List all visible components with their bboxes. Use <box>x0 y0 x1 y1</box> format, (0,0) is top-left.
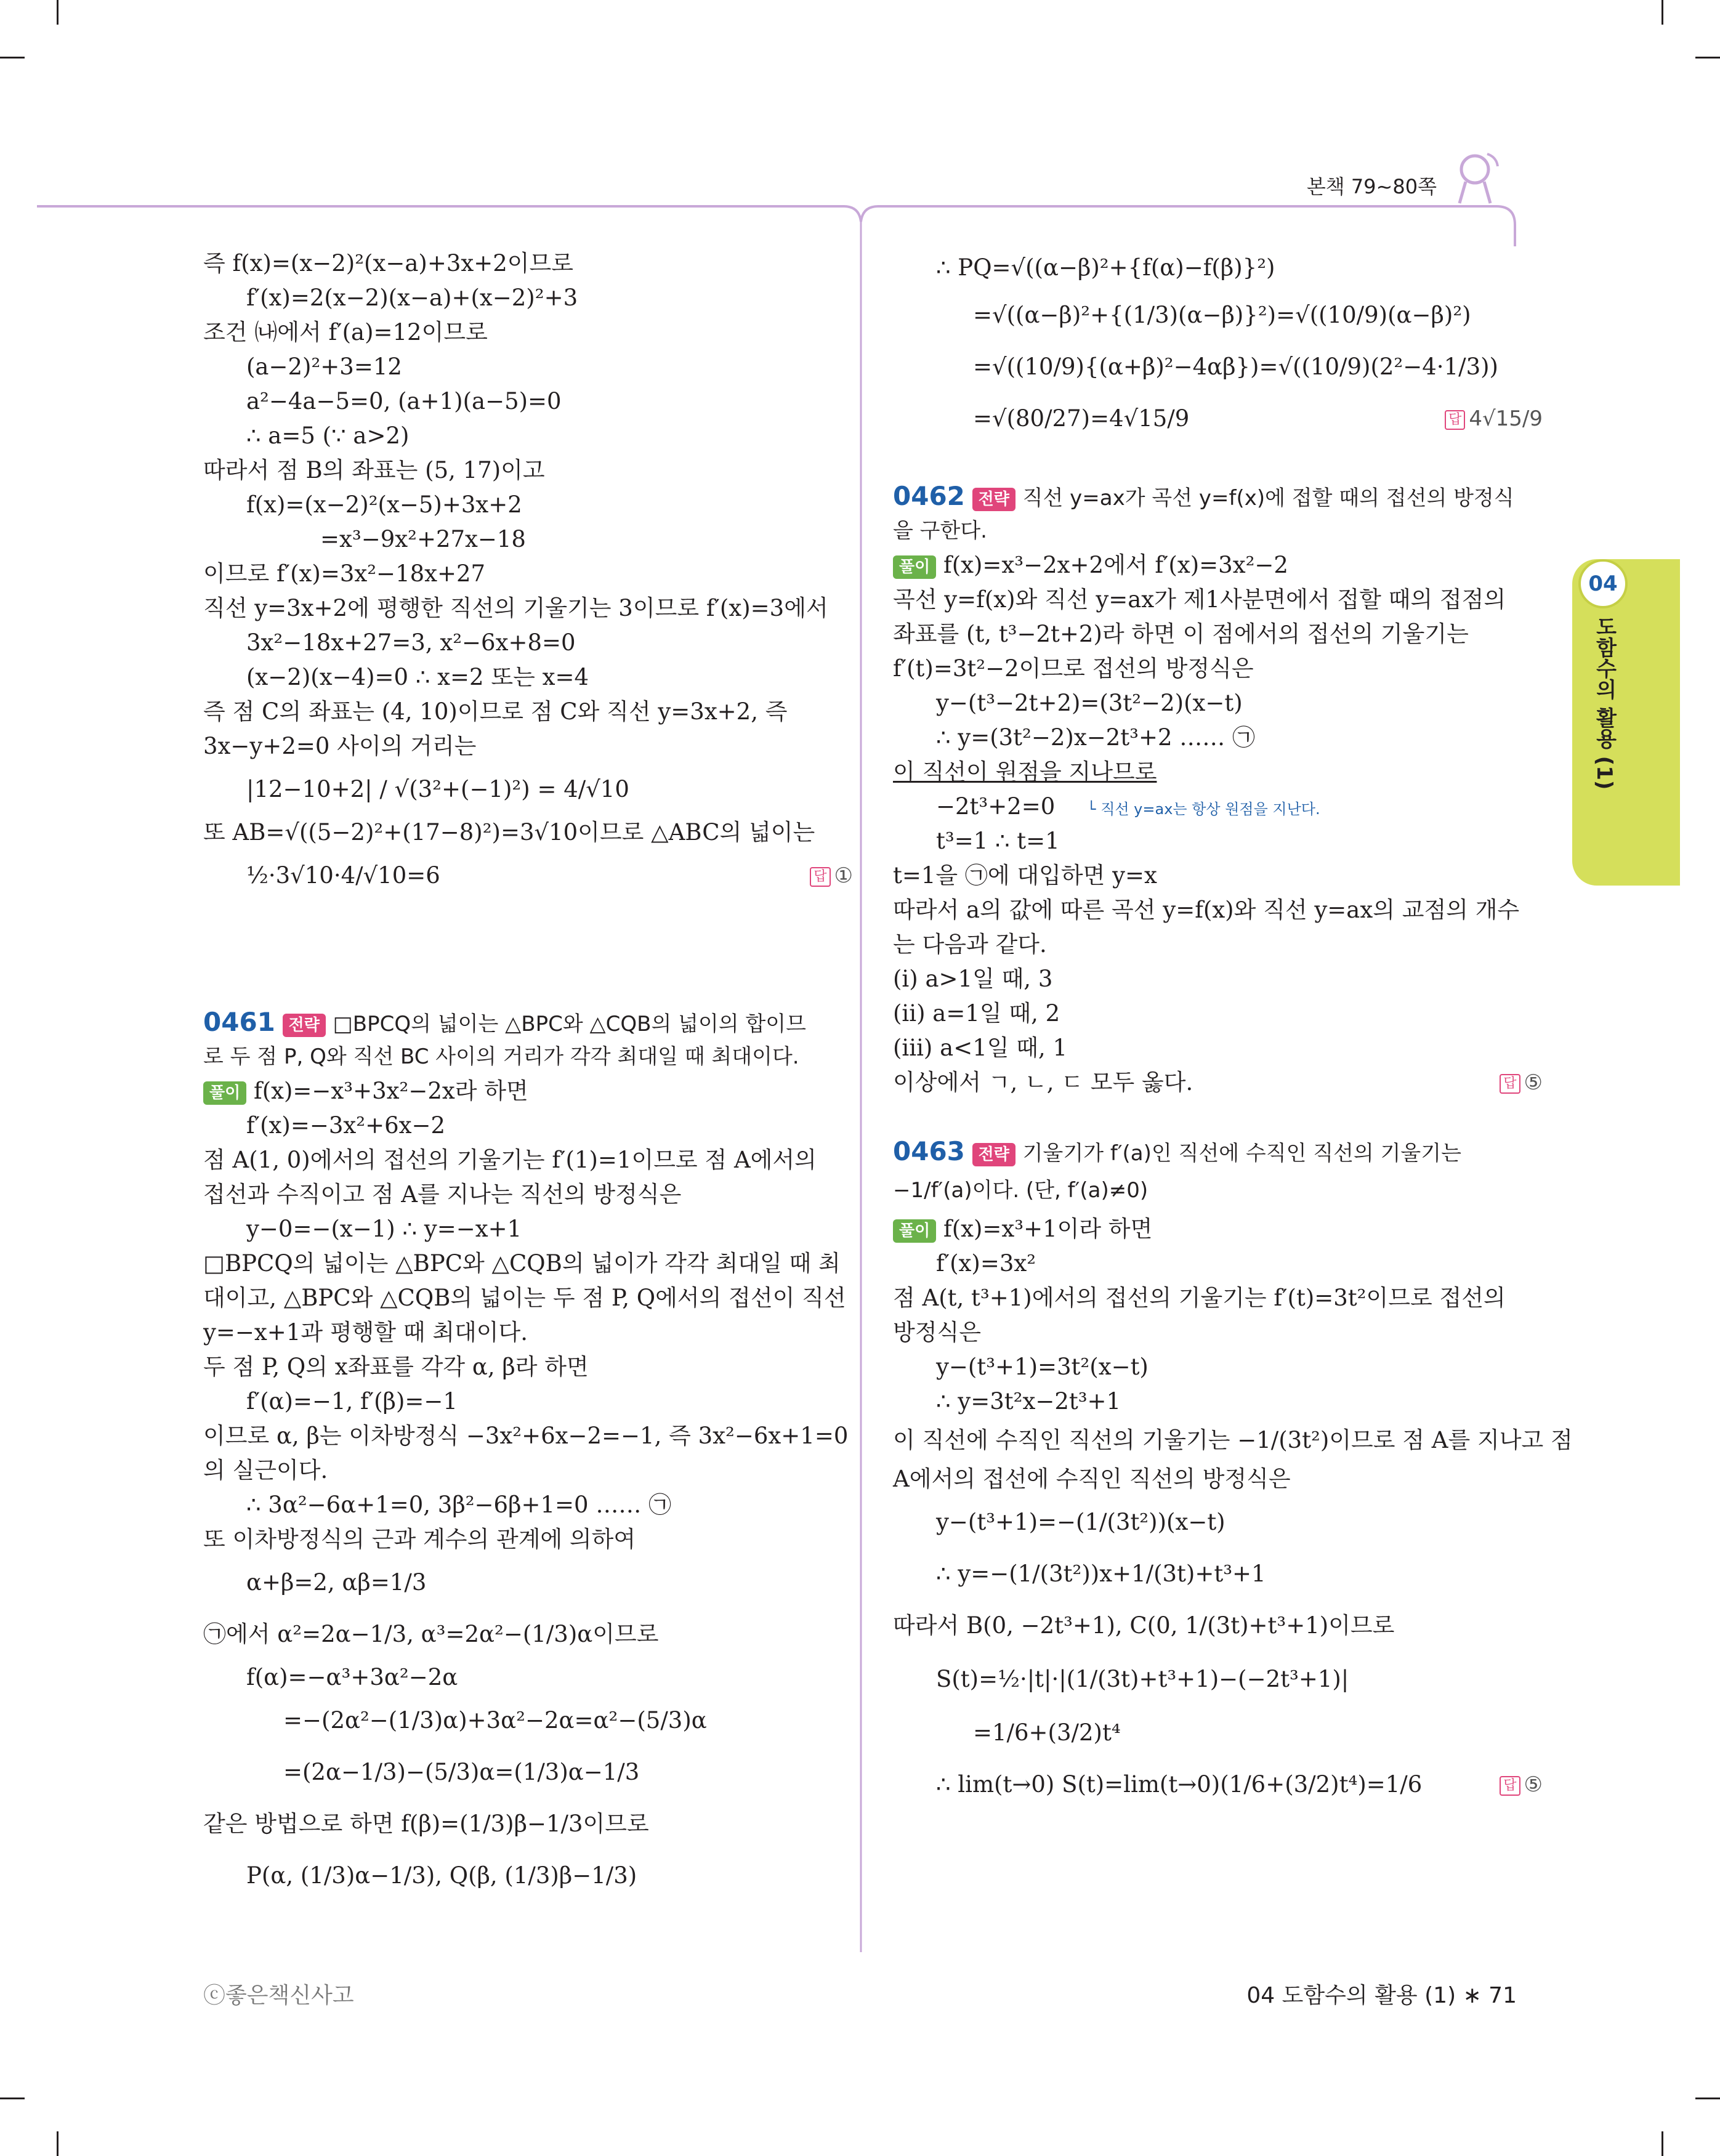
strategy-tag: 전략 <box>972 1143 1015 1166</box>
text-line: (iii) a<1일 때, 1 <box>893 1035 1068 1061</box>
chapter-title: 도함수의 활용 (1) <box>1592 616 1617 790</box>
text-line: ∴ y=3t²x−2t³+1 <box>936 1388 1121 1415</box>
text-line: f(x)=x³−2x+2에서 f′(x)=3x²−2 <box>943 552 1288 578</box>
satellite-icon <box>1447 145 1503 206</box>
problem-number: 0462 <box>893 481 965 511</box>
math-line: =(2α−1/3)−(5/3)α=(1/3)α−1/3 <box>283 1759 640 1785</box>
strategy-text: 기울기가 f′(a)인 직선에 수직인 직선의 기울기는 <box>1022 1141 1461 1166</box>
text-line: t=1을 ㉠에 대입하면 y=x <box>893 862 1157 889</box>
spacer <box>203 971 853 1005</box>
solution-line <box>203 1074 853 1108</box>
text-line: 따라서 점 B의 좌표는 (5, 17)이고 <box>203 457 545 483</box>
problem-header <box>893 1134 1543 1169</box>
text-line: f′(x)=3x² <box>936 1250 1036 1277</box>
math-text: −2t³+2=0 <box>936 793 1056 820</box>
page-reference: 본책 79~80쪽 <box>1306 175 1437 198</box>
solution-line <box>893 548 1543 583</box>
math-line: =−(2α²−(1/3)α)+3α²−2α=α²−(5/3)α <box>283 1707 707 1734</box>
solution-tag: 풀이 <box>893 1219 936 1243</box>
math-line: =√((10/9){(α+β)²−4αβ})=√((10/9)(2²−4·1/3)) <box>973 353 1498 380</box>
answer-label <box>1500 1065 1543 1100</box>
text-line: 직선 y=3x+2에 평행한 직선의 기울기는 3이므로 f′(x)=3에서 <box>203 595 828 621</box>
text-line: 이 직선이 원점을 지나므로 <box>893 759 1157 785</box>
strategy-tag: 전략 <box>972 488 1015 511</box>
text-line: 의 실근이다. <box>203 1457 328 1484</box>
text-line: 방정식은 <box>893 1319 981 1346</box>
problem-number: 0461 <box>203 1007 275 1037</box>
text-line: 이 직선에 수직인 직선의 기울기는 −1/(3t²)이므로 점 A를 지나고 점 <box>893 1427 1573 1453</box>
text-line: 3x−y+2=0 사이의 거리는 <box>203 733 477 759</box>
text-line: =x³−9x²+27x−18 <box>320 526 526 552</box>
text-line: a²−4a−5=0, (a+1)(a−5)=0 <box>246 388 562 414</box>
text-line: t³=1 ∴ t=1 <box>936 828 1060 854</box>
text-line: (i) a>1일 때, 3 <box>893 966 1053 992</box>
text-line: (x−2)(x−4)=0 ∴ x=2 또는 x=4 <box>246 664 589 690</box>
spacer <box>893 445 1543 479</box>
answer-value: 4√15/9 <box>1469 406 1543 431</box>
text-line: y−(t³+1)=3t²(x−t) <box>936 1354 1149 1380</box>
math-line: |12−10+2| / √(3²+(−1)²) = 4/√10 <box>246 776 629 802</box>
text-line: f(x)=x³+1이라 하면 <box>943 1216 1153 1242</box>
math-text: =√(80/27)=4√15/9 <box>973 405 1190 432</box>
text-line: 즉 점 C의 좌표는 (4, 10)이므로 점 C와 직선 y=3x+2, 즉 <box>203 698 788 725</box>
page-footer: 04 도함수의 활용 (1) ∗ 71 <box>1246 1983 1517 2008</box>
text-line <box>893 789 1543 824</box>
text-line: y−0=−(x−1) ∴ y=−x+1 <box>246 1216 522 1242</box>
math-line: 같은 방법으로 하면 f(β)=(1/3)β−1/3이므로 <box>203 1811 649 1837</box>
problem-header <box>893 479 1543 514</box>
text-line: 대이고, △BPC와 △CQB의 넓이는 두 점 P, Q에서의 접선이 직선 <box>203 1285 846 1311</box>
text-line: 점 A(1, 0)에서의 접선의 기울기는 f′(1)=1이므로 점 A에서의 <box>203 1147 817 1173</box>
text-line: 또 이차방정식의 근과 계수의 관계에 의하여 <box>203 1526 636 1552</box>
text-line: (a−2)²+3=12 <box>246 353 402 380</box>
solution-tag: 풀이 <box>203 1081 246 1105</box>
text-line <box>893 1065 1543 1100</box>
answer-value: ⑤ <box>1524 1070 1543 1095</box>
answer-box: 답 <box>1445 410 1465 430</box>
text-line: y−(t³−2t+2)=(3t²−2)(x−t) <box>936 690 1243 716</box>
solution-line <box>893 1212 1543 1246</box>
text-line: ∴ 3α²−6α+1=0, 3β²−6β+1=0 …… ㉠ <box>246 1492 672 1518</box>
text-line: (ii) a=1일 때, 2 <box>893 1000 1060 1027</box>
text-line: f(x)=(x−2)²(x−5)+3x+2 <box>246 491 522 518</box>
text-line: f′(x)=2(x−2)(x−a)+(x−2)²+3 <box>246 285 578 311</box>
answer-value: ⑤ <box>1524 1772 1543 1797</box>
text-line: 이상에서 ㄱ, ㄴ, ㄷ 모두 옳다. <box>893 1069 1193 1096</box>
text-line: f′(t)=3t²−2이므로 접선의 방정식은 <box>893 655 1254 682</box>
chapter-number: 04 <box>1578 559 1628 608</box>
text-line: 접선과 수직이고 점 A를 지나는 직선의 방정식은 <box>203 1181 682 1208</box>
text-line: y=−x+1과 평행할 때 최대이다. <box>203 1319 528 1346</box>
answer-box: 답 <box>1500 1074 1520 1094</box>
text-line: 조건 ㈏에서 f′(a)=12이므로 <box>203 319 488 345</box>
text-line: 즉 f(x)=(x−2)²(x−a)+3x+2이므로 <box>203 250 574 277</box>
publisher-credit: ⓒ좋은책신사고 <box>203 1983 354 2008</box>
answer-value: ① <box>834 863 853 888</box>
math-line: ∴ y=−(1/(3t²))x+1/(3t)+t³+1 <box>936 1560 1266 1587</box>
side-note: └ 직선 y=ax는 항상 원점을 지난다. <box>1087 801 1320 818</box>
math-line: α+β=2, αβ=1/3 <box>246 1569 427 1596</box>
text-line: 는 다음과 같다. <box>893 931 1047 958</box>
text-line: □BPCQ의 넓이는 △BPC와 △CQB의 넓이가 각각 최대일 때 최 <box>203 1250 841 1277</box>
math-line: ∴ PQ=√((α−β)²+{f(α)−f(β)}²) <box>936 254 1275 281</box>
strategy-text: 을 구한다. <box>893 519 987 543</box>
math-text: ½·3√10·4/√10=6 <box>246 862 440 889</box>
right-column <box>893 246 1573 1811</box>
answer-label <box>1500 1759 1543 1811</box>
text-line: ∴ y=(3t²−2)x−2t³+2 …… ㉠ <box>936 724 1256 751</box>
text-line: ∴ a=5 (∵ a>2) <box>246 422 410 449</box>
math-line: =√((α−β)²+{(1/3)(α−β)}²)=√((10/9)(α−β)²) <box>973 302 1471 328</box>
text-line: 따라서 a의 값에 따른 곡선 y=f(x)와 직선 y=ax의 교점의 개수 <box>893 897 1520 923</box>
strategy-text: □BPCQ의 넓이는 △BPC와 △CQB의 넓이의 합이므 <box>333 1012 806 1036</box>
math-line: =1/6+(3/2)t⁴ <box>973 1719 1121 1746</box>
problem-header <box>203 1005 853 1040</box>
strategy-tag: 전략 <box>283 1014 326 1037</box>
answer-box: 답 <box>1500 1776 1520 1796</box>
math-line <box>203 850 853 902</box>
solution-tag: 풀이 <box>893 555 936 579</box>
problem-number: 0463 <box>893 1136 965 1166</box>
text-line: 좌표를 (t, t³−2t+2)라 하면 이 점에서의 접선의 기울기는 <box>893 621 1469 647</box>
math-line: y−(t³+1)=−(1/(3t²))(x−t) <box>936 1509 1225 1535</box>
math-line: ㉠에서 α²=2α−1/3, α³=2α²−(1/3)α이므로 <box>203 1621 659 1647</box>
math-line: f(α)=−α³+3α²−2α <box>246 1664 458 1690</box>
spacer <box>893 1100 1543 1134</box>
answer-label <box>1445 393 1543 445</box>
answer-box: 답 <box>810 867 830 887</box>
text-line: A에서의 접선에 수직인 직선의 방정식은 <box>893 1466 1291 1492</box>
answer-label <box>810 850 853 902</box>
text-line: f(x)=−x³+3x²−2x라 하면 <box>254 1078 528 1104</box>
text-line: 3x²−18x+27=3, x²−6x+8=0 <box>246 629 576 656</box>
math-line <box>893 1759 1543 1811</box>
text-line: f′(x)=−3x²+6x−2 <box>246 1112 446 1139</box>
strategy-text: 직선 y=ax가 곡선 y=f(x)에 접할 때의 접선의 방정식 <box>1022 486 1514 511</box>
text-line: 이므로 f′(x)=3x²−18x+27 <box>203 560 486 587</box>
text-line: f′(α)=−1, f′(β)=−1 <box>246 1388 458 1415</box>
math-line: S(t)=½·|t|·|(1/(3t)+t³+1)−(−2t³+1)| <box>936 1666 1349 1692</box>
text-line: 두 점 P, Q의 x좌표를 각각 α, β라 하면 <box>203 1354 589 1380</box>
math-line: 따라서 B(0, −2t³+1), C(0, 1/(3t)+t³+1)이므로 <box>893 1612 1395 1639</box>
math-text: ∴ lim(t→0) S(t)=lim(t→0)(1/6+(3/2)t⁴)=1/6 <box>936 1771 1423 1798</box>
math-line: P(α, (1/3)α−1/3), Q(β, (1/3)β−1/3) <box>246 1862 637 1889</box>
left-column <box>203 246 853 1902</box>
text-line: 이므로 α, β는 이차방정식 −3x²+6x−2=−1, 즉 3x²−6x+1=0 <box>203 1423 849 1449</box>
strategy-text: 로 두 점 P, Q와 직선 BC 사이의 거리가 각각 최대일 때 최대이다. <box>203 1044 799 1069</box>
spacer <box>203 902 853 971</box>
text-line: 또 AB=√((5−2)²+(17−8)²)=3√10이므로 △ABC의 넓이는 <box>203 819 815 846</box>
text-line: 곡선 y=f(x)와 직선 y=ax가 제1사분면에서 접할 때의 접점의 <box>893 586 1506 613</box>
math-line <box>893 393 1543 445</box>
text-line: 점 A(t, t³+1)에서의 접선의 기울기는 f′(t)=3t²이므로 접선의 <box>893 1285 1506 1311</box>
strategy-text: −1/f′(a)이다. (단, f′(a)≠0) <box>893 1178 1149 1203</box>
